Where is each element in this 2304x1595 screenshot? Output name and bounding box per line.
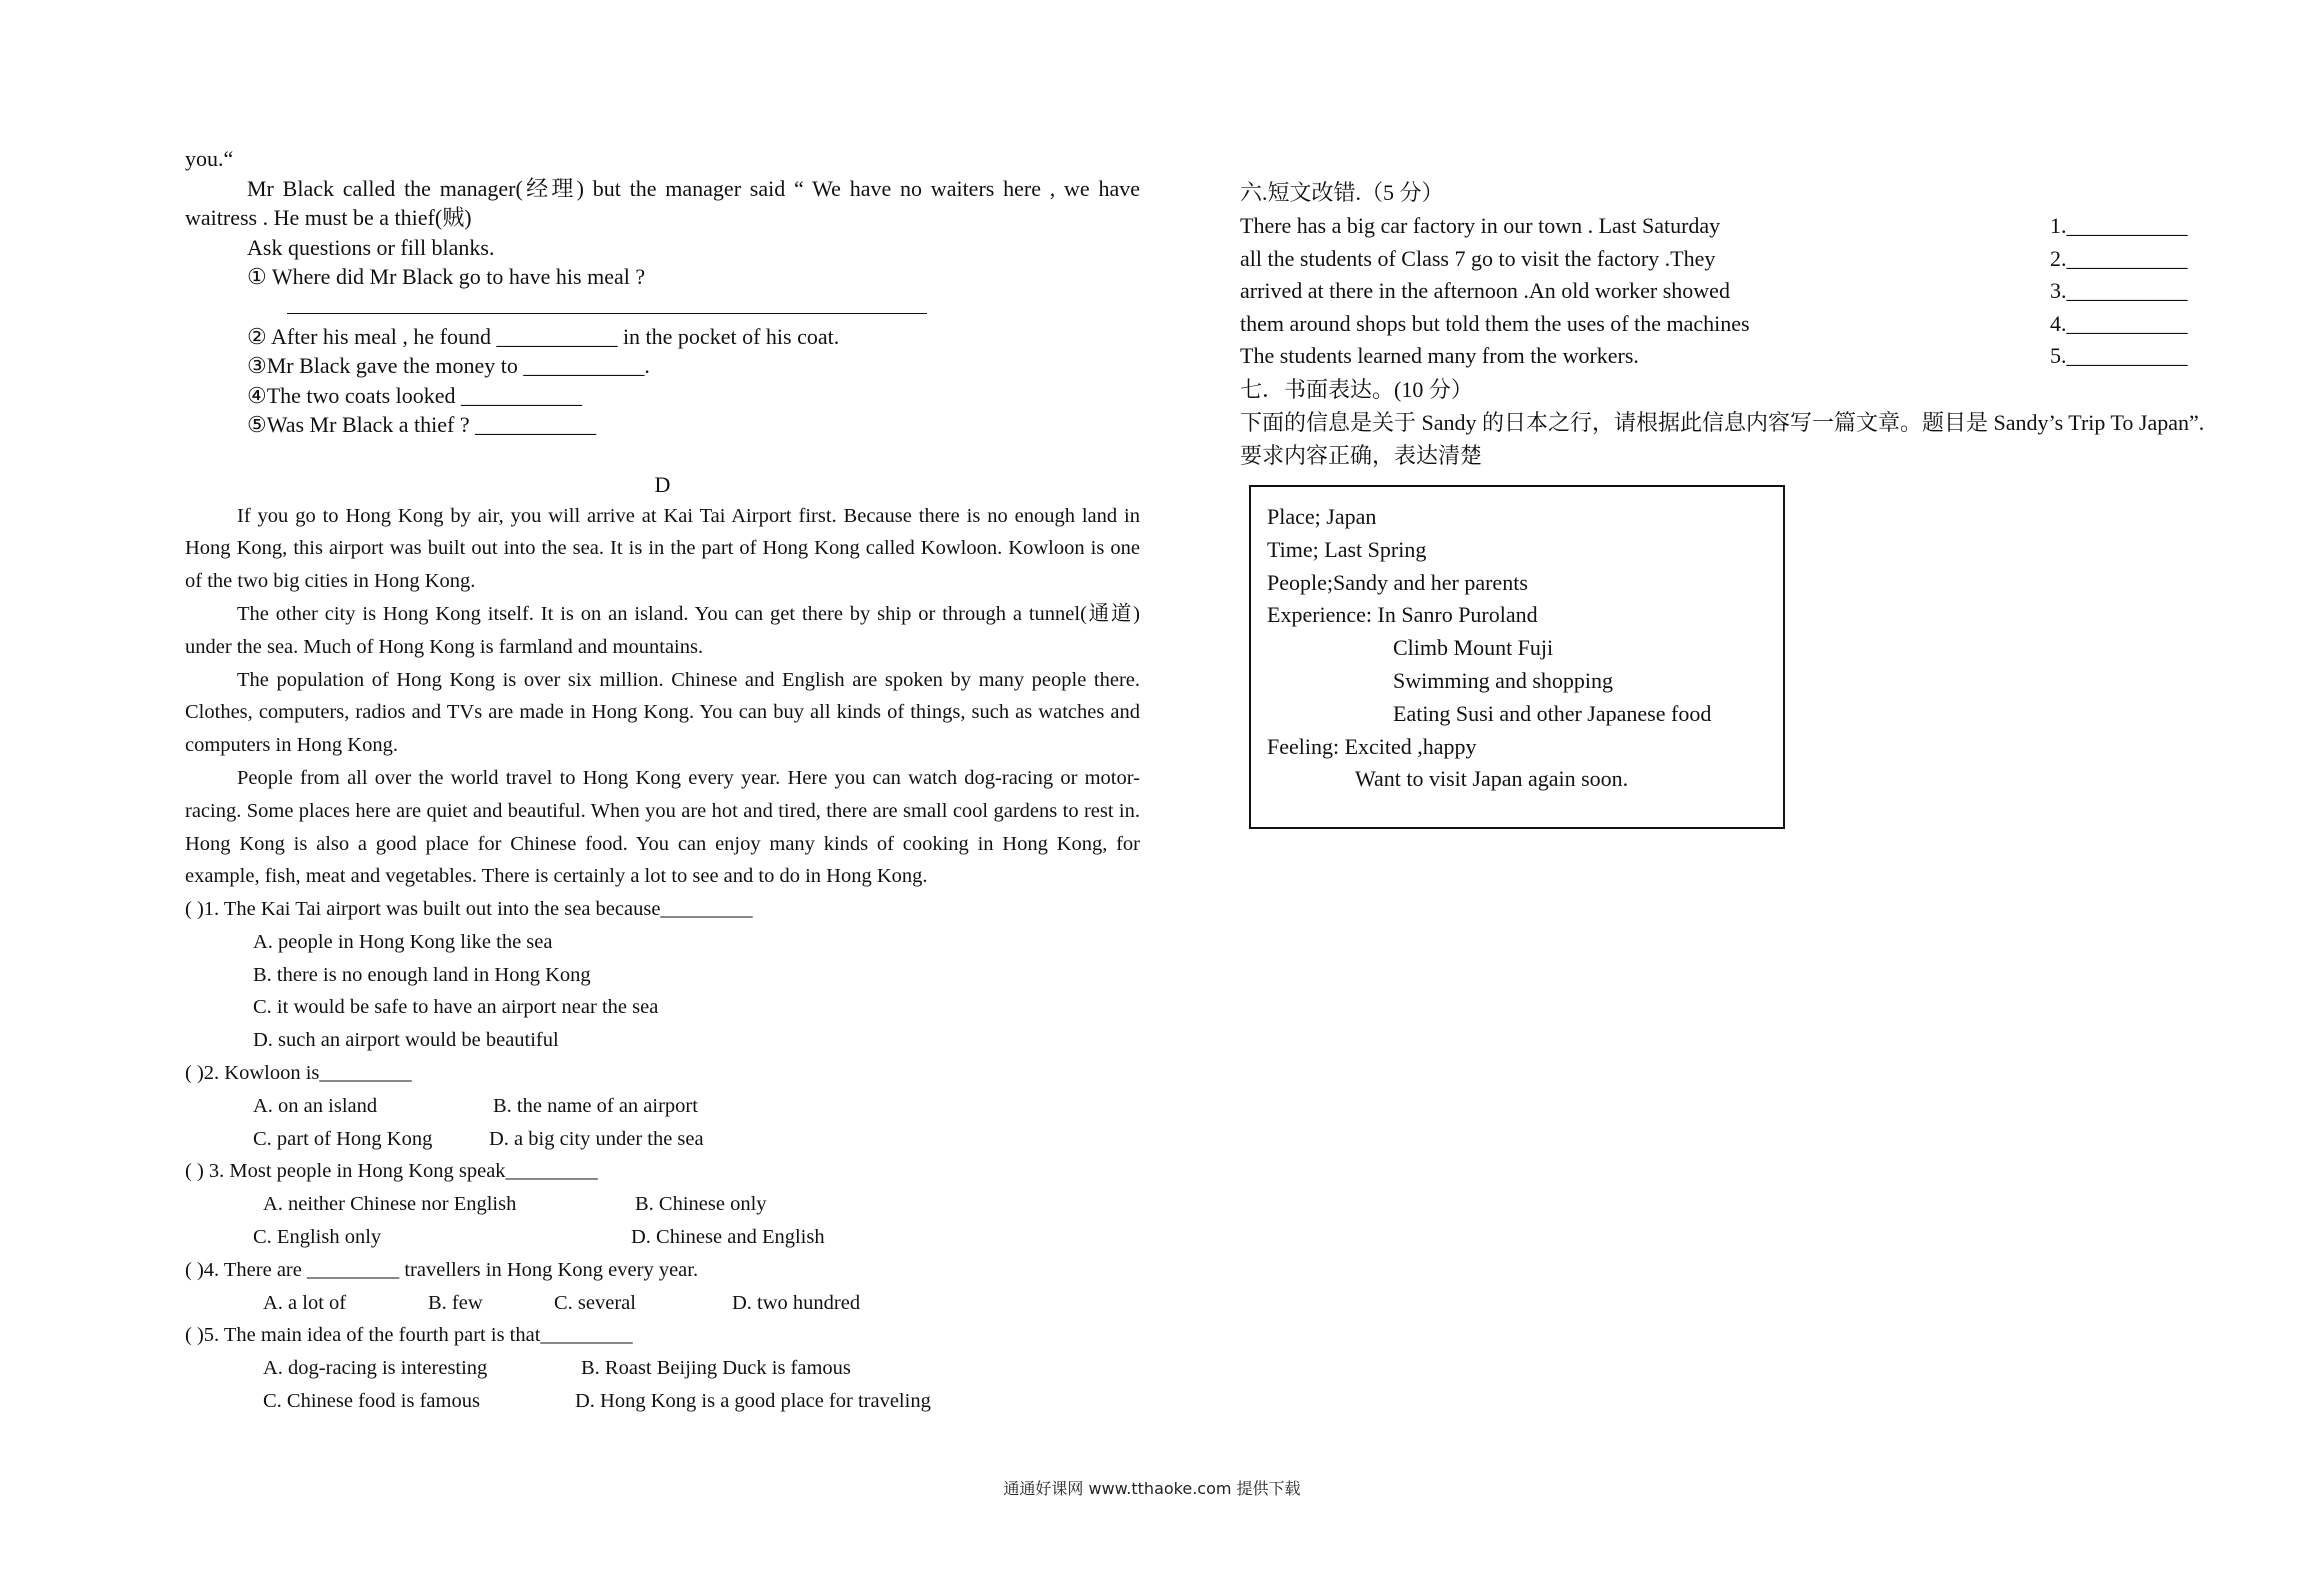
error-correction-blank-5[interactable]: 5.___________ <box>2050 343 2188 369</box>
section-7-title: 七．书面表达。(10 分） <box>1240 376 1473 402</box>
passage-c-tail-paragraph: Mr Black called the manager(经理) but the manager said “ We have no waiters here , we have waitress . He must be a thief(贼) <box>185 175 1140 231</box>
box-people: People;Sandy and her parents <box>1267 569 1528 595</box>
error-correction-line-2 <box>1240 243 2220 276</box>
d-question-5-stem: ( )5. The main idea of the fourth part is that_________ <box>185 1324 633 1347</box>
answer-blank[interactable] <box>287 293 927 314</box>
passage-d-paragraph-3: The population of Hong Kong is over six million. Chinese and English are spoken by many people there. Clothes, computers, radios and TVs are made in Hong Kong. You can buy all kinds of things, such as watches and computers in Hong Kong. <box>185 668 1140 757</box>
d-question-1-option-c: C. it would be safe to have an airport near the sea <box>253 996 659 1019</box>
d-question-3-option-b: B. Chinese only <box>635 1193 767 1216</box>
error-correction-line-4 <box>1240 308 2220 341</box>
d-question-5-option-b: B. Roast Beijing Duck is famous <box>581 1357 851 1380</box>
passage-d-paragraph-2: The other city is Hong Kong itself. It is on an island. You can get there by ship or through a tunnel(通道) under the sea. Much of Hong Kong is farmland and mountains. <box>185 602 1140 658</box>
d-question-2-option-a: A. on an island <box>253 1094 378 1117</box>
d-question-4-stem: ( )4. There are _________ travellers in Hong Kong every year. <box>185 1258 699 1281</box>
d-question-2-option-b: B. the name of an airport <box>493 1094 698 1117</box>
box-time: Time; Last Spring <box>1267 536 1427 562</box>
error-correction-line-3 <box>1240 275 2220 308</box>
error-correction-blank-3[interactable]: 3.___________ <box>2050 278 2188 304</box>
d-question-5-option-a: A. dog-racing is interesting <box>263 1357 488 1380</box>
right-column <box>1240 176 2220 472</box>
d-question-5-options-row-1 <box>185 1352 1140 1385</box>
d-question-2-options-row-1 <box>185 1090 1140 1123</box>
passage-c-tail-line: you.“ <box>185 146 234 171</box>
box-experience-item-1: Climb Mount Fuji <box>1393 635 1554 661</box>
d-question-3-stem: ( ) 3. Most people in Hong Kong speak_________ <box>185 1160 598 1183</box>
error-correction-text-3: arrived at there in the afternoon .An old worker showed <box>1240 278 1730 304</box>
d-questions <box>185 893 1140 1418</box>
d-question-1-option-a: A. people in Hong Kong like the sea <box>253 930 553 953</box>
error-correction-line-1 <box>1240 210 2220 243</box>
left-column <box>185 144 1140 1418</box>
d-question-4-options-row <box>185 1287 1140 1320</box>
error-correction-blank-1[interactable]: 1.___________ <box>2050 213 2188 238</box>
error-correction-text-4: them around shops but told them the uses of the machines <box>1240 310 1750 336</box>
c-question-3: ③Mr Black gave the money to ___________. <box>247 353 650 379</box>
d-question-2-option-c: C. part of Hong Kong <box>253 1127 433 1150</box>
d-question-4-option-a: A. a lot of <box>263 1291 347 1314</box>
passage-d-paragraph-4: People from all over the world travel to Hong Kong every year. Here you can watch dog-racing or motor-racing. Some places here are quiet and beautiful. When you are hot and tired, there are small cool gardens to rest in. Hong Kong is also a good place for Chinese food. You can enjoy many kinds of cooking in Hong Kong, for example, fish, meat and vegetables. There is certainly a lot to see and to do in Hong Kong. <box>185 766 1140 888</box>
error-correction-text-1: There has a big car factory in our town . Last Saturday <box>1240 213 1721 238</box>
section-7-instruction: 下面的信息是关于 Sandy 的日本之行，请根据此信息内容写一篇文章。题目是 Sandy’s Trip To Japan”.要求内容正确，表达清楚 <box>1240 409 2205 468</box>
box-experience-item-2: Swimming and shopping <box>1393 667 1614 693</box>
d-question-4-option-b: B. few <box>428 1291 483 1314</box>
section-6-title: 六.短文改错.（5 分） <box>1240 180 1444 205</box>
error-correction-blank-4[interactable]: 4.___________ <box>2050 310 2188 336</box>
d-question-2-stem: ( )2. Kowloon is_________ <box>185 1062 412 1085</box>
passage-d-paragraph-1: If you go to Hong Kong by air, you will arrive at Kai Tai Airport first. Because there is no enough land in Hong Kong, this airport was built out into the sea. It is in the part of Hong Kong called Kowloon. Kowloon is one of the two big cities in Hong Kong. <box>185 504 1140 593</box>
c-question-1: ① Where did Mr Black go to have his meal ? <box>247 264 646 290</box>
error-correction-blank-2[interactable]: 2.___________ <box>2050 245 2188 271</box>
c-question-4: ④The two coats looked ___________ <box>247 382 583 408</box>
d-question-2-options-row-2 <box>185 1123 1140 1156</box>
c-question-2: ② After his meal , he found ___________ in the pocket of his coat. <box>247 323 840 349</box>
passage-d <box>185 500 1140 894</box>
d-question-5-option-c: C. Chinese food is famous <box>263 1390 480 1413</box>
box-experience-item-3: Eating Susi and other Japanese food <box>1393 700 1712 726</box>
d-question-3-option-d: D. Chinese and English <box>631 1226 825 1249</box>
writing-info-box <box>1249 485 1785 829</box>
box-experience-label: Experience: In Sanro Puroland <box>1267 602 1538 628</box>
c-answer-line-1 <box>185 292 1140 322</box>
error-correction-text-5: The students learned many from the workers. <box>1240 343 1639 369</box>
d-question-3-option-c: C. English only <box>253 1226 382 1249</box>
page-footer: 通通好课网 www.tthaoke.com 提供下载 <box>1003 1479 1301 1498</box>
error-correction-line-5 <box>1240 340 2220 373</box>
d-question-1-option-b: B. there is no enough land in Hong Kong <box>253 963 591 986</box>
error-correction-lines <box>1240 210 2220 373</box>
box-feeling-extra: Want to visit Japan again soon. <box>1355 766 1629 792</box>
passage-c-instruction: Ask questions or fill blanks. <box>247 234 495 260</box>
c-question-5: ⑤Was Mr Black a thief ? ___________ <box>247 412 597 438</box>
d-question-3-option-a: A. neither Chinese nor English <box>263 1193 517 1216</box>
box-feeling: Feeling: Excited ,happy <box>1267 733 1477 759</box>
d-question-1-stem: ( )1. The Kai Tai airport was built out into the sea because_________ <box>185 898 753 921</box>
d-question-4-option-c: C. several <box>554 1291 636 1314</box>
box-place: Place; Japan <box>1267 504 1377 529</box>
d-question-1-option-d: D. such an airport would be beautiful <box>253 1029 559 1052</box>
passage-d-heading: D <box>654 471 671 497</box>
d-question-5-options-row-2 <box>185 1385 1140 1418</box>
d-question-5-option-d: D. Hong Kong is a good place for traveling <box>575 1390 931 1413</box>
d-question-4-option-d: D. two hundred <box>732 1291 861 1314</box>
d-question-3-options-row-1 <box>185 1188 1140 1221</box>
error-correction-text-2: all the students of Class 7 go to visit the factory .They <box>1240 245 1716 271</box>
d-question-2-option-d: D. a big city under the sea <box>489 1127 704 1150</box>
d-question-3-options-row-2 <box>185 1221 1140 1254</box>
